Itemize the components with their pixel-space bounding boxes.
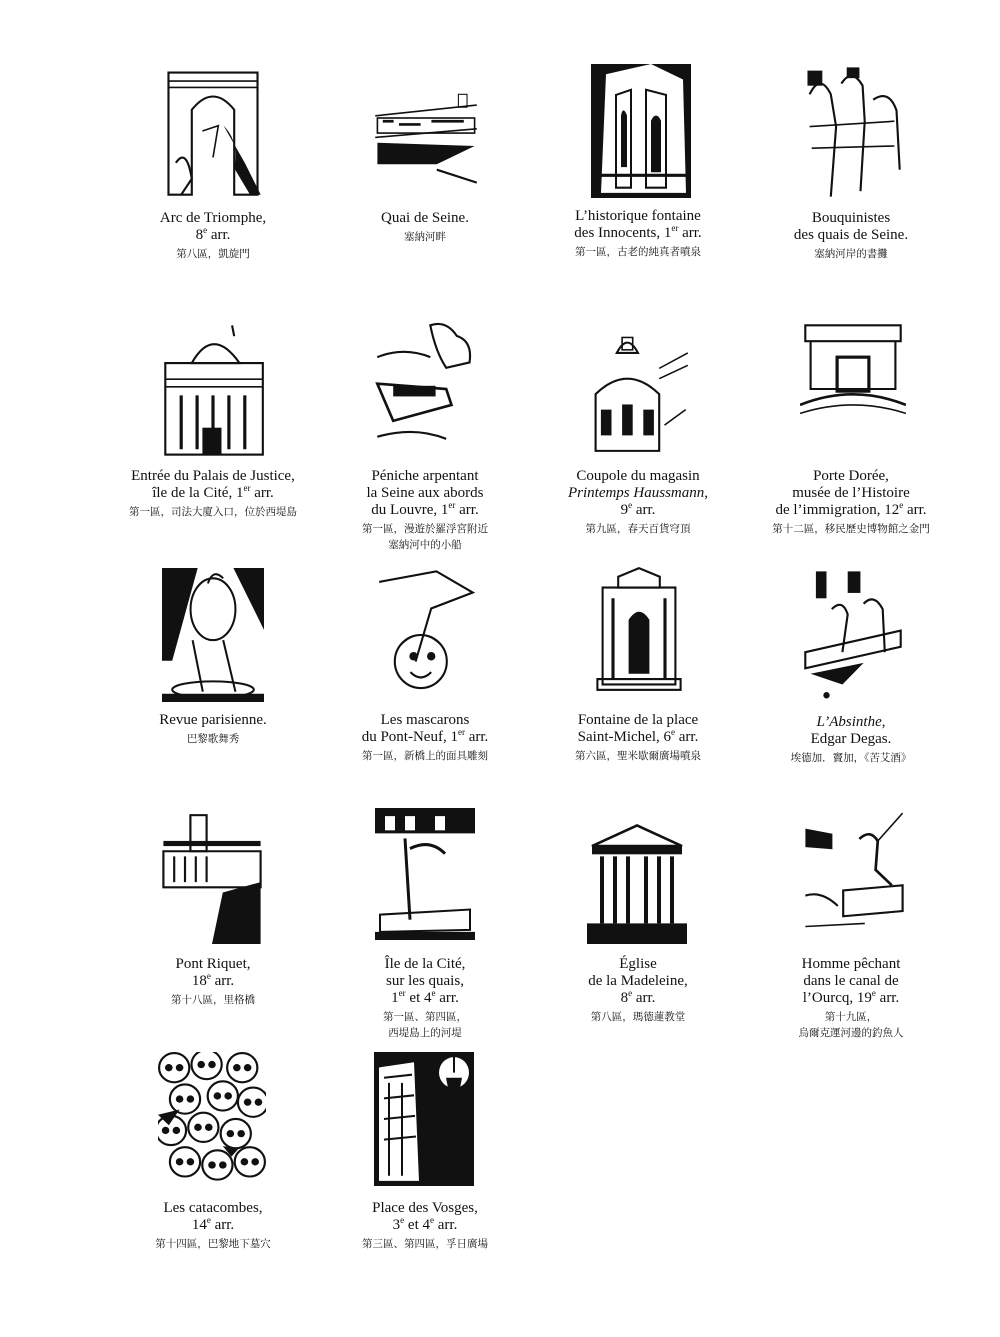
caption-french-line: 18e arr. xyxy=(191,971,235,989)
caption-french-line: sur les quais, xyxy=(386,973,464,989)
caption-chinese xyxy=(726,750,976,766)
caption-chinese-line: 塞納河岸的書攤 xyxy=(814,248,888,260)
caption-french-line: Arc de Triomphe, xyxy=(159,210,267,226)
fountain-illustration xyxy=(591,64,691,198)
caption-chinese-line: 第十九區， xyxy=(824,1011,878,1023)
caption-french xyxy=(726,210,976,244)
river-quay-illustration xyxy=(372,62,480,202)
caption xyxy=(726,210,976,262)
caption-french xyxy=(726,956,976,1007)
caption-french-line: 1er et 4e arr. xyxy=(391,988,459,1006)
caption-french-line: 3e et 4e arr. xyxy=(392,1215,458,1233)
caption-french-line: des Innocents, 1er arr. xyxy=(574,223,702,241)
barge-illustration xyxy=(372,320,478,458)
caption-french-line: musée de l’Histoire xyxy=(792,485,910,501)
caption-french-line: Revue parisienne. xyxy=(159,712,267,728)
caption-french-line: dans le canal de xyxy=(803,973,899,989)
caption-french-line: du Pont-Neuf, 1er arr. xyxy=(361,727,489,745)
caption-french-line: de la Madeleine, xyxy=(588,973,688,989)
caption-chinese-line: 第十八區，里格橋 xyxy=(171,994,255,1006)
gallery-item-vosges xyxy=(300,1052,550,1302)
gallery-item-doree xyxy=(726,320,976,570)
mask-illustration xyxy=(374,566,478,704)
caption-chinese-line: 第十二區，移民歷史博物館之金門 xyxy=(772,523,930,535)
caption-french-line: de l’immigration, 12e arr. xyxy=(775,500,927,518)
caption-chinese-line: 埃德加．竇加，《苦艾酒》 xyxy=(790,752,912,764)
caption-chinese-line: 塞納河畔 xyxy=(404,231,446,243)
caption-french xyxy=(726,714,976,748)
caption-chinese xyxy=(726,521,976,537)
caption-chinese-line: 第一區、第四區， xyxy=(383,1011,467,1023)
booksellers-illustration xyxy=(799,62,905,202)
dome-illustration xyxy=(585,322,691,456)
lantern-illustration xyxy=(374,1052,474,1186)
caption xyxy=(726,714,976,766)
fisherman-illustration xyxy=(800,808,908,942)
caption-chinese xyxy=(726,246,976,262)
caption-french-line: Coupole du magasin xyxy=(576,468,700,484)
caption-french-line: 9e arr. xyxy=(620,500,656,518)
caption-french-line: Edgar Degas. xyxy=(810,731,892,747)
caption-chinese-line: 第六區，聖米歇爾廣場噴泉 xyxy=(575,750,701,762)
caption-french-line: Fontaine de la place xyxy=(577,712,699,728)
caption-french-line: Quai de Seine. xyxy=(381,210,469,226)
caption-french-line: 8e arr. xyxy=(620,988,656,1006)
tree-quay-illustration xyxy=(375,808,475,940)
caption-chinese-line: 第一區，漫遊於羅浮宮附近 xyxy=(362,523,488,535)
gallery-item-ourcq xyxy=(726,808,976,1058)
caption xyxy=(726,956,976,1041)
caption-french-line: Homme pêchant xyxy=(801,956,901,972)
caption-french-line: des quais de Seine. xyxy=(793,227,909,243)
palace-illustration xyxy=(160,320,266,460)
caption-chinese-line: 西堤島上的河堤 xyxy=(388,1027,462,1039)
caption-chinese-line: 第一區，新橋上的面具雕刻 xyxy=(362,750,488,762)
caption-french-line: L’historique fontaine xyxy=(575,208,701,224)
gallery-item-bouquinistes xyxy=(726,62,976,312)
museum-door-illustration xyxy=(800,320,906,458)
caption-french-line: Pont Riquet, xyxy=(175,956,251,972)
temple-illustration xyxy=(587,810,687,944)
caption-french-line: 14e arr. xyxy=(191,1215,235,1233)
caption-french-line: 8e arr. xyxy=(195,225,231,243)
caption-french-line: Les catacombes, xyxy=(163,1200,263,1216)
caption-french xyxy=(300,1200,550,1234)
arch-illustration xyxy=(160,62,266,200)
caption xyxy=(300,1200,550,1252)
caption-french-line: l’Ourcq, 19e arr. xyxy=(802,988,900,1006)
caption-french-line: L’Absinthe, xyxy=(816,714,886,730)
caption-french-line: île de la Cité, 1er arr. xyxy=(152,483,274,501)
cafe-illustration xyxy=(800,566,906,706)
skulls-illustration xyxy=(158,1052,266,1188)
caption-french-line: Printemps Haussmann, xyxy=(567,485,708,501)
caption-chinese-line: 烏爾克運河邊的釣魚人 xyxy=(798,1027,904,1039)
bridge-illustration xyxy=(158,810,266,944)
caption-chinese-line: 第一區，古老的純真者噴泉 xyxy=(575,246,701,258)
gallery-item-absinthe xyxy=(726,566,976,816)
caption-french-line: Île de la Cité, xyxy=(384,956,466,972)
caption xyxy=(726,468,976,537)
caption-chinese xyxy=(300,1236,550,1252)
caption-chinese-line: 巴黎歌舞秀 xyxy=(186,733,240,745)
caption-french-line: Bouquinistes xyxy=(811,210,891,226)
caption-chinese-line: 第十四區，巴黎地下墓穴 xyxy=(155,1238,271,1250)
caption-chinese-line: 第九區，春天百貨穹頂 xyxy=(585,523,691,535)
caption-french-line: Entrée du Palais de Justice, xyxy=(131,468,295,484)
caption-chinese xyxy=(726,1009,976,1041)
caption-french-line: Église xyxy=(619,956,657,972)
caption-chinese-line: 第八區，瑪德蓮教堂 xyxy=(590,1011,686,1023)
dancers-illustration xyxy=(162,568,264,702)
saint-michel-illustration xyxy=(587,566,691,706)
caption-chinese-line: 塞納河中的小船 xyxy=(388,539,462,551)
caption-chinese-line: 第一區，司法大廈入口，位於西堤島 xyxy=(129,506,297,518)
caption-french-line: du Louvre, 1er arr. xyxy=(371,500,479,518)
caption-french-line: la Seine aux abords xyxy=(366,485,484,501)
caption-french xyxy=(726,468,976,519)
caption-french-line: Place des Vosges, xyxy=(372,1200,478,1216)
caption-french-line: Les mascarons xyxy=(380,712,470,728)
caption-french-line: Porte Dorée, xyxy=(813,468,889,484)
caption-chinese-line: 第八區，凱旋門 xyxy=(176,248,250,260)
caption-chinese-line: 第三區、第四區，孚日廣場 xyxy=(362,1238,488,1250)
caption-french-line: Péniche arpentant xyxy=(371,468,479,484)
caption-french-line: Saint-Michel, 6e arr. xyxy=(577,727,699,745)
